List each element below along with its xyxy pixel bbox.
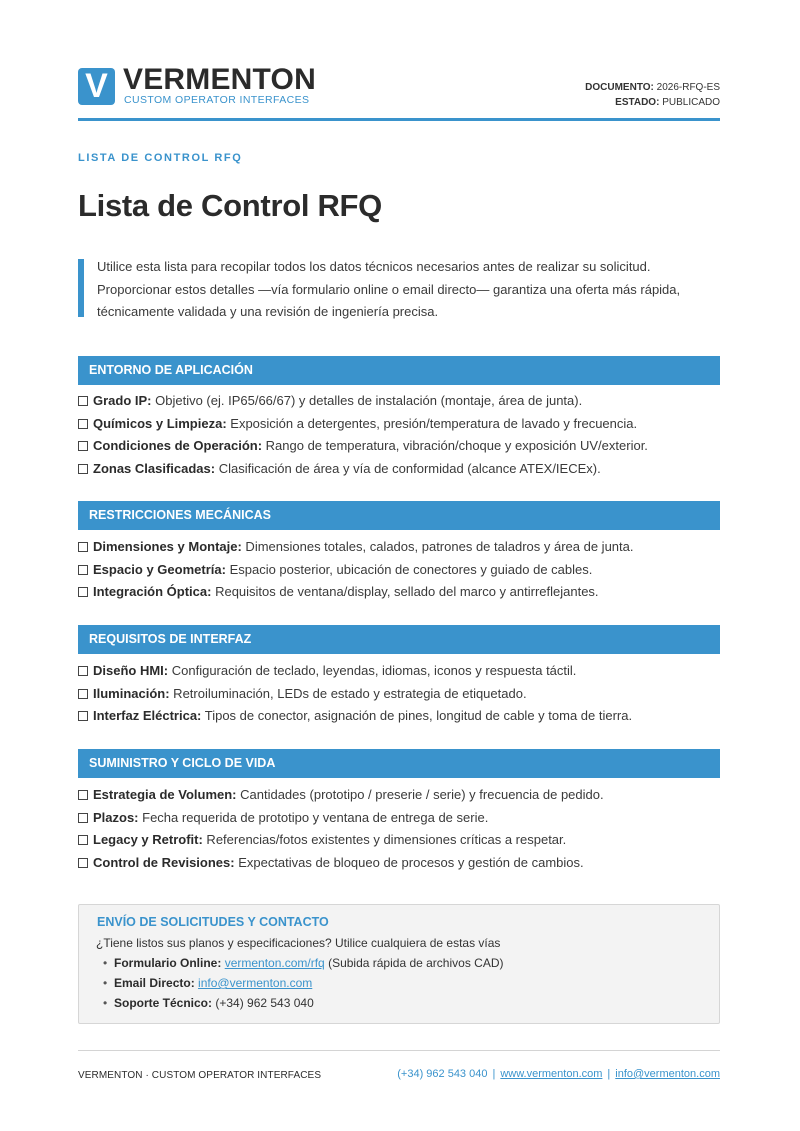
item-text: Rango de temperatura, vibración/choque y exposición UV/exterior. bbox=[262, 438, 648, 453]
checkbox-icon[interactable] bbox=[78, 711, 88, 721]
document-status-label: ESTADO: bbox=[615, 97, 660, 108]
section-header-restricciones: RESTRICCIONES MECÁNICAS bbox=[78, 501, 720, 530]
contact-item-support bbox=[103, 993, 701, 1013]
document-status-value: PUBLICADO bbox=[662, 97, 720, 108]
document-id-row bbox=[585, 80, 720, 95]
checklist-suministro bbox=[78, 784, 720, 874]
checkbox-icon[interactable] bbox=[78, 396, 88, 406]
checkbox-icon[interactable] bbox=[78, 813, 88, 823]
checklist-item bbox=[78, 435, 720, 458]
rfq-form-link[interactable]: vermenton.com/rfq bbox=[224, 956, 325, 970]
checklist-item bbox=[78, 660, 720, 683]
intro-callout bbox=[78, 256, 720, 324]
section-header-entorno: ENTORNO DE APLICACIÓN bbox=[78, 356, 720, 385]
contact-item-note: (Subida rápida de archivos CAD) bbox=[324, 956, 504, 970]
item-label: Interfaz Eléctrica: bbox=[93, 708, 202, 723]
checkbox-icon[interactable] bbox=[78, 441, 88, 451]
support-phone: (+34) 962 543 040 bbox=[212, 996, 314, 1010]
item-label: Integración Óptica: bbox=[93, 584, 212, 599]
footer-separator: | bbox=[607, 1068, 611, 1080]
section-header-requisitos: REQUISITOS DE INTERFAZ bbox=[78, 625, 720, 654]
checklist-item bbox=[78, 559, 720, 582]
checklist-item bbox=[78, 536, 720, 559]
checklist-restricciones bbox=[78, 536, 720, 604]
checkbox-icon[interactable] bbox=[78, 464, 88, 474]
checklist-item bbox=[78, 784, 720, 807]
checkbox-icon[interactable] bbox=[78, 835, 88, 845]
document-meta bbox=[585, 80, 720, 110]
footer-separator: | bbox=[492, 1068, 496, 1080]
item-text: Objetivo (ej. IP65/66/67) y detalles de instalación (montaje, área de junta). bbox=[151, 393, 583, 408]
eyebrow-label: LISTA DE CONTROL RFQ bbox=[78, 152, 243, 164]
checkbox-icon[interactable] bbox=[78, 858, 88, 868]
brand-name: VERMENTON bbox=[123, 63, 316, 96]
checklist-item bbox=[78, 683, 720, 706]
item-label: Zonas Clasificadas: bbox=[93, 460, 216, 476]
checklist-item bbox=[78, 705, 720, 728]
item-text: Espacio posterior, ubicación de conectores y guiado de cables. bbox=[225, 561, 593, 577]
bullet-icon: • bbox=[103, 976, 108, 990]
intro-line-3: técnicamente validada y una revisión de ingeniería precisa. bbox=[97, 304, 439, 319]
contact-item-label: Formulario Online: bbox=[114, 956, 222, 970]
document-header bbox=[78, 63, 720, 119]
checkbox-icon[interactable] bbox=[78, 542, 88, 552]
page-title: Lista de Control RFQ bbox=[78, 188, 383, 223]
checkbox-icon[interactable] bbox=[78, 790, 88, 800]
item-text: Retroiluminación, LEDs de estado y estrategia de etiquetado. bbox=[169, 685, 527, 701]
item-label: Dimensiones y Montaje: bbox=[93, 539, 242, 554]
contact-box bbox=[78, 904, 720, 1024]
bullet-icon: • bbox=[103, 956, 108, 970]
contact-list bbox=[103, 953, 701, 1013]
item-label: Espacio y Geometría: bbox=[93, 561, 226, 577]
logo-icon: V bbox=[78, 68, 115, 105]
checklist-item bbox=[78, 458, 720, 481]
document-id-label: DOCUMENTO: bbox=[585, 82, 654, 93]
checklist-item bbox=[78, 852, 720, 875]
checklist-item bbox=[78, 581, 720, 604]
checklist-item bbox=[78, 807, 720, 830]
item-label: Iluminación: bbox=[93, 685, 170, 701]
checkbox-icon[interactable] bbox=[78, 419, 88, 429]
footer-company: VERMENTON · CUSTOM OPERATOR INTERFACES bbox=[78, 1070, 322, 1081]
item-text: Clasificación de área y vía de conformidad (alcance ATEX/IECEx). bbox=[215, 460, 601, 476]
checkbox-icon[interactable] bbox=[78, 565, 88, 575]
item-label: Plazos: bbox=[93, 809, 139, 825]
checkbox-icon[interactable] bbox=[78, 689, 88, 699]
checkbox-icon[interactable] bbox=[78, 587, 88, 597]
contact-item-label: Soporte Técnico: bbox=[114, 996, 213, 1010]
section-header-suministro: SUMINISTRO Y CICLO DE VIDA bbox=[78, 749, 720, 778]
checklist-entorno bbox=[78, 390, 720, 480]
item-text: Configuración de teclado, leyendas, idiomas, iconos y respuesta táctil. bbox=[168, 663, 577, 678]
item-label: Control de Revisiones: bbox=[93, 854, 235, 870]
footer-email-link[interactable]: info@vermenton.com bbox=[615, 1068, 720, 1080]
footer-contacts bbox=[397, 1068, 720, 1080]
contact-item-email bbox=[103, 973, 701, 993]
checklist-item bbox=[78, 390, 720, 413]
contact-item-online-form bbox=[103, 953, 701, 973]
item-text: Tipos de conector, asignación de pines, longitud de cable y toma de tierra. bbox=[201, 708, 633, 723]
item-label: Estrategia de Volumen: bbox=[93, 787, 237, 802]
email-link[interactable]: info@vermenton.com bbox=[198, 976, 313, 990]
header-divider bbox=[78, 118, 720, 121]
checkbox-icon[interactable] bbox=[78, 666, 88, 676]
item-text: Exposición a detergentes, presión/temperatura de lavado y frecuencia. bbox=[226, 415, 638, 431]
item-text: Expectativas de bloqueo de procesos y gestión de cambios. bbox=[234, 854, 584, 870]
item-label: Diseño HMI: bbox=[93, 663, 169, 678]
item-label: Condiciones de Operación: bbox=[93, 438, 263, 453]
footer-phone: (+34) 962 543 040 bbox=[397, 1068, 488, 1080]
item-label: Químicos y Limpieza: bbox=[93, 415, 227, 431]
document-status-row bbox=[585, 95, 720, 110]
item-text: Cantidades (prototipo / preserie / serie) y frecuencia de pedido. bbox=[236, 787, 604, 802]
item-text: Fecha requerida de prototipo y ventana de entrega de serie. bbox=[138, 809, 489, 825]
item-label: Grado IP: bbox=[93, 393, 152, 408]
contact-lead: ¿Tiene listos sus planos y especificaciones? Utilice cualquiera de estas vías bbox=[96, 936, 501, 950]
item-label: Legacy y Retrofit: bbox=[93, 832, 203, 847]
intro-line-1: Utilice esta lista para recopilar todos los datos técnicos necesarios antes de realizar su solicitud. bbox=[97, 259, 651, 274]
item-text: Dimensiones totales, calados, patrones de taladros y área de junta. bbox=[241, 539, 634, 554]
contact-item-label: Email Directo: bbox=[114, 976, 195, 990]
item-text: Referencias/fotos existentes y dimensiones críticas a respetar. bbox=[202, 832, 567, 847]
document-id-value: 2026-RFQ-ES bbox=[656, 82, 720, 93]
brand-tagline: CUSTOM OPERATOR INTERFACES bbox=[124, 94, 310, 106]
footer-divider bbox=[78, 1050, 720, 1051]
checklist-item bbox=[78, 413, 720, 436]
bullet-icon: • bbox=[103, 996, 108, 1010]
footer-website-link[interactable]: www.vermenton.com bbox=[500, 1068, 603, 1080]
item-text: Requisitos de ventana/display, sellado del marco y antirreflejantes. bbox=[211, 584, 599, 599]
callout-accent-bar bbox=[78, 259, 84, 317]
contact-title: ENVÍO DE SOLICITUDES Y CONTACTO bbox=[97, 915, 329, 929]
checklist-item bbox=[78, 829, 720, 852]
intro-line-2: Proporcionar estos detalles —vía formulario online o email directo— garantiza una oferta más rápida, bbox=[97, 281, 681, 297]
checklist-requisitos bbox=[78, 660, 720, 728]
